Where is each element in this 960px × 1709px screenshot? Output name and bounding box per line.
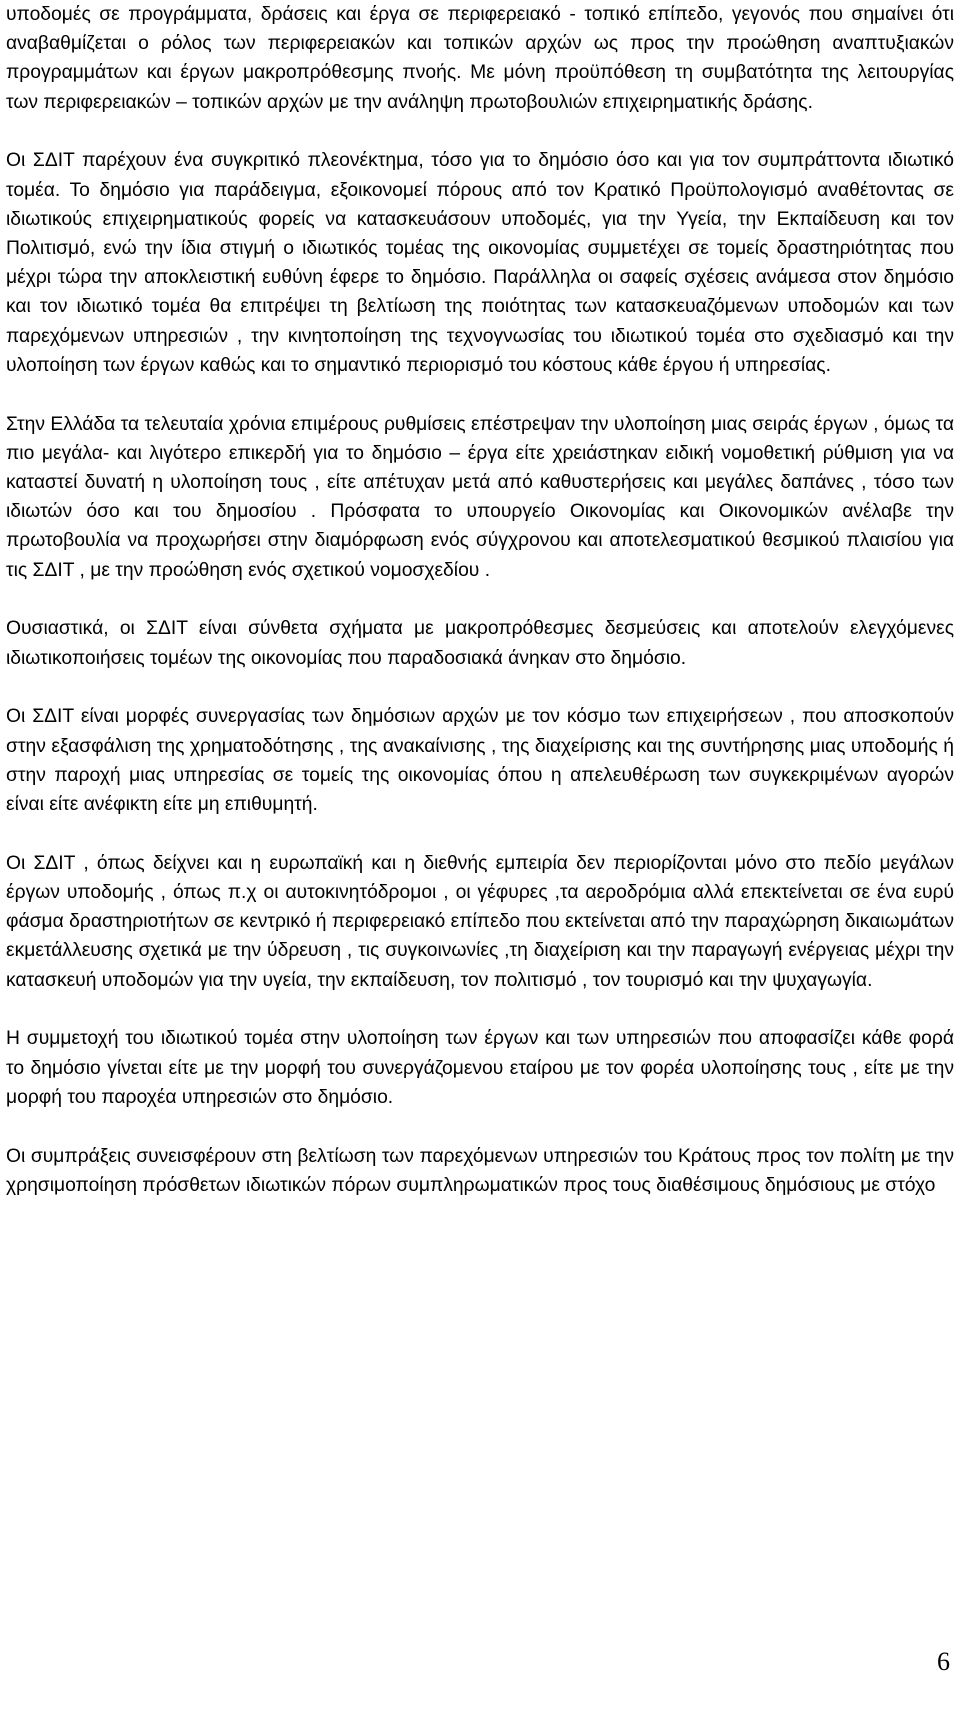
paragraph-3: Στην Ελλάδα τα τελευταία χρόνια επιμέρους ρυθμίσεις επέστρεψαν την υλοποίηση μιας σειράς έργων , όμως τα πιο μεγάλα- και λιγότερο επικερδή για το δημόσιο – έργα είτε χρειάστηκαν ειδική νομοθετική ρύθμιση για να καταστεί δυνατή η υλοποίηση τους , είτε απέτυχαν μετά από καθυστερήσεις και μεγάλες δαπάνες , τόσο των ιδιωτών όσο και του δημοσίου . Πρόσφατα το υπουργείο Οικονομίας και Οικονομικών ανέλαβε την πρωτοβουλία να προχωρήσει στην διαμόρφωση ενός σύγχρονου και αποτελεσματικού θεσμικού πλαισίου για τις ΣΔΙΤ , με την προώθηση ενός σχετικού νομοσχεδίου . [6,413,954,581]
paragraph-5: Οι ΣΔΙΤ είναι μορφές συνεργασίας των δημόσιων αρχών με τον κόσμο των επιχειρήσεων , που αποσκοπούν στην εξασφάλιση της χρηματοδότησης , της ανακαίνισης , της διαχείρισης και της συντήρησης μιας υποδομής ή στην παροχή μιας υπηρεσίας σε τομείς της οικονομίας όπου η απελευθέρωση των συγκεκριμένων αγορών είναι είτε ανέφικτη είτε μη επιθυμητή. [6,706,954,816]
paragraph-1: υποδομές σε προγράμματα, δράσεις και έργα σε περιφερειακό - τοπικό επίπεδο, γεγονός που σημαίνει ότι αναβαθμίζεται ο ρόλος των περιφερειακών και τοπικών αρχών ως προς την προώθηση αναπτυξιακών προγραμμάτων και έργων μακροπρόθεσμης πνοής. Με μόνη προϋπόθεση τη συμβατότητα της λειτουργίας των περιφερειακών – τοπικών αρχών με την ανάληψη πρωτοβουλιών επιχειρηματικής δράσης. [6,4,954,113]
paragraph-8: Οι συμπράξεις συνεισφέρουν στη βελτίωση των παρεχόμενων υπηρεσιών του Κράτους προς τον πολίτη με την χρησιμοποίηση πρόσθετων ιδιωτικών πόρων συμπληρωματικών προς τους διαθέσιμους δημόσιους με στόχο [6,1145,954,1196]
paragraph-4: Ουσιαστικά, οι ΣΔΙΤ είναι σύνθετα σχήματα με μακροπρόθεσμες δεσμεύσεις και αποτελούν ελεγχόμενες ιδιωτικοποιήσεις τομέων της οικονομίας που παραδοσιακά άνηκαν στο δημόσιο. [6,618,954,669]
paragraph-2: Οι ΣΔΙΤ παρέχουν ένα συγκριτικό πλεονέκτημα, τόσο για το δημόσιο όσο και για τον συμπράττοντα ιδιωτικό τομέα. Το δημόσιο για παράδειγμα, εξοικονομεί πόρους από τον Κρατικό Προϋπολογισμό αναθέτοντας σε ιδιωτικούς επιχειρηματικούς φορείς να κατασκευάσουν υποδομές, για την Υγεία, την Εκπαίδευση και τον Πολιτισμό, ενώ την ίδια στιγμή ο ιδιωτικός τομέας της οικονομίας συμμετέχει σε τομείς δραστηριότητας που μέχρι τώρα την αποκλειστική ευθύνη έφερε το δημόσιο. Παράλληλα οι σαφείς σχέσεις ανάμεσα στον δημόσιο και τον ιδιωτικό τομέα θα επιτρέψει τη βελτίωση της ποιότητας των κατασκευαζόμενων υποδομών και των παρεχόμενων υπηρεσιών , την κινητοποίηση της τεχνογνωσίας του ιδιωτικού τομέα στο σχεδιασμό και την υλοποίηση των έργων καθώς και το σημαντικό περιορισμό του κόστους κάθε έργου ή υπηρεσίας. [6,150,954,376]
paragraph-7: Η συμμετοχή του ιδιωτικού τομέα στην υλοποίηση των έργων και των υπηρεσιών που αποφασίζει κάθε φορά το δημόσιο γίνεται είτε με την μορφή του συνεργάζομενου εταίρου με τον φορέα υλοποίησης τους , είτε με την μορφή του παροχέα υπηρεσιών στο δημόσιο. [6,1028,954,1108]
paragraph-6: Οι ΣΔΙΤ , όπως δείχνει και η ευρωπαϊκή και η διεθνής εμπειρία δεν περιορίζονται μόνο στο πεδίο μεγάλων έργων υποδομής , όπως π.χ οι αυτοκινητόδρομοι , οι γέφυρες ,τα αεροδρόμια αλλά επεκτείνεται σε ένα ευρύ φάσμα δραστηριοτήτων σε κεντρικό ή περιφερειακό επίπεδο που εκτείνεται από την παραχώρηση δικαιωμάτων εκμετάλλευσης σχετικά με την ύδρευση , τις συγκοινωνίες ,τη διαχείριση και την παραγωγή ενέργειας μέχρι την κατασκευή υποδομών για την υγεία, την εκπαίδευση, τον πολιτισμό , τον τουρισμό και την ψυχαγωγία. [6,852,954,991]
page-number: 6 [937,1647,950,1676]
